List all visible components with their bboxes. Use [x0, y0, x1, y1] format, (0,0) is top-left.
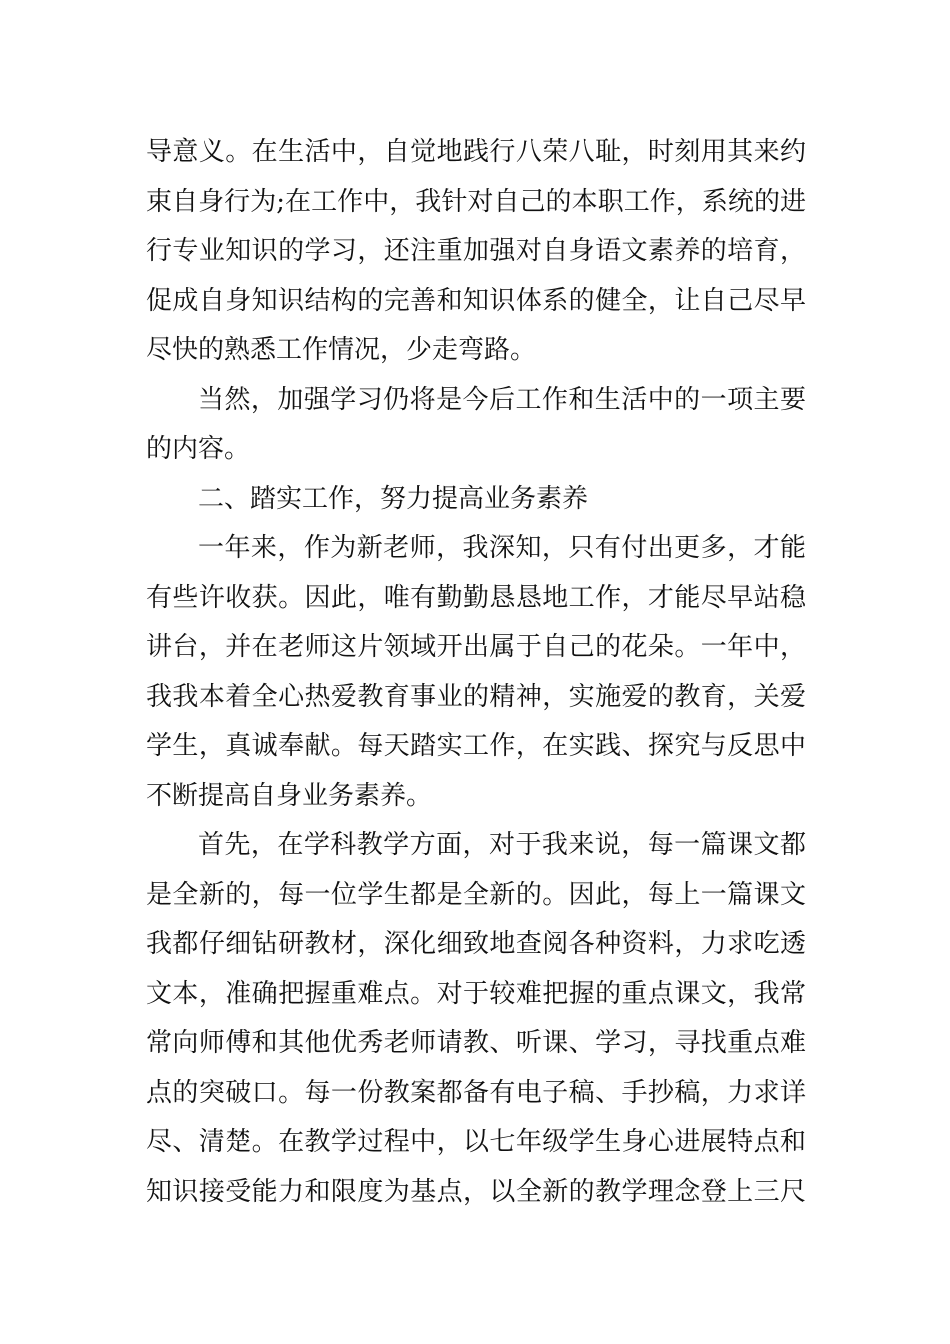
text-line: 我我本着全心热爱教育事业的精神，实施爱的教育，关爱	[146, 681, 806, 712]
text-line: 知识接受能力和限度为基点，以全新的教学理念登上三尺	[146, 1176, 806, 1207]
text-line: 不断提高自身业务素养。	[146, 780, 433, 811]
text-line: 有些许收获。因此，唯有勤勤恳恳地工作，才能尽早站稳	[146, 582, 806, 613]
text-line: 讲台，并在老师这片领域开出属于自己的花朵。一年中，	[146, 632, 806, 662]
section-heading: 二、踏实工作，努力提高业务素养	[198, 483, 589, 514]
text-line: 导意义。在生活中，自觉地践行八荣八耻，时刻用其来约	[146, 137, 806, 167]
text-line: 是全新的，每一位学生都是全新的。因此，每上一篇课文	[146, 879, 806, 910]
text-line: 点的突破口。每一份教案都备有电子稿、手抄稿，力求详	[146, 1077, 806, 1108]
text-line: 一年来，作为新老师，我深知，只有付出更多，才能	[198, 533, 806, 563]
text-line: 尽快的熟悉工作情况，少走弯路。	[146, 335, 537, 365]
text-line: 常向师傅和其他优秀老师请教、听课、学习，寻找重点难	[146, 1028, 806, 1058]
text-line: 行专业知识的学习，还注重加强对自身语文素养的培育，	[146, 236, 806, 266]
text-line: 学生，真诚奉献。每天踏实工作，在实践、探究与反思中	[146, 731, 806, 761]
text-line: 我都仔细钻研教材，深化细致地查阅各种资料，力求吃透	[146, 929, 806, 959]
text-line: 促成自身知识结构的完善和知识体系的健全，让自己尽早	[146, 285, 806, 316]
text-line: 当然，加强学习仍将是今后工作和生活中的一项主要	[198, 384, 806, 415]
text-line: 束自身行为;在工作中，我针对自己的本职工作，系统的进	[146, 186, 806, 217]
text-line: 的内容。	[146, 434, 251, 464]
text-line: 尽、清楚。在教学过程中，以七年级学生身心进展特点和	[146, 1127, 806, 1157]
body-text	[146, 128, 806, 1217]
text-line: 首先，在学科教学方面，对于我来说，每一篇课文都	[198, 830, 806, 860]
text-line: 文本，准确把握重难点。对于较难把握的重点课文，我常	[146, 978, 806, 1009]
